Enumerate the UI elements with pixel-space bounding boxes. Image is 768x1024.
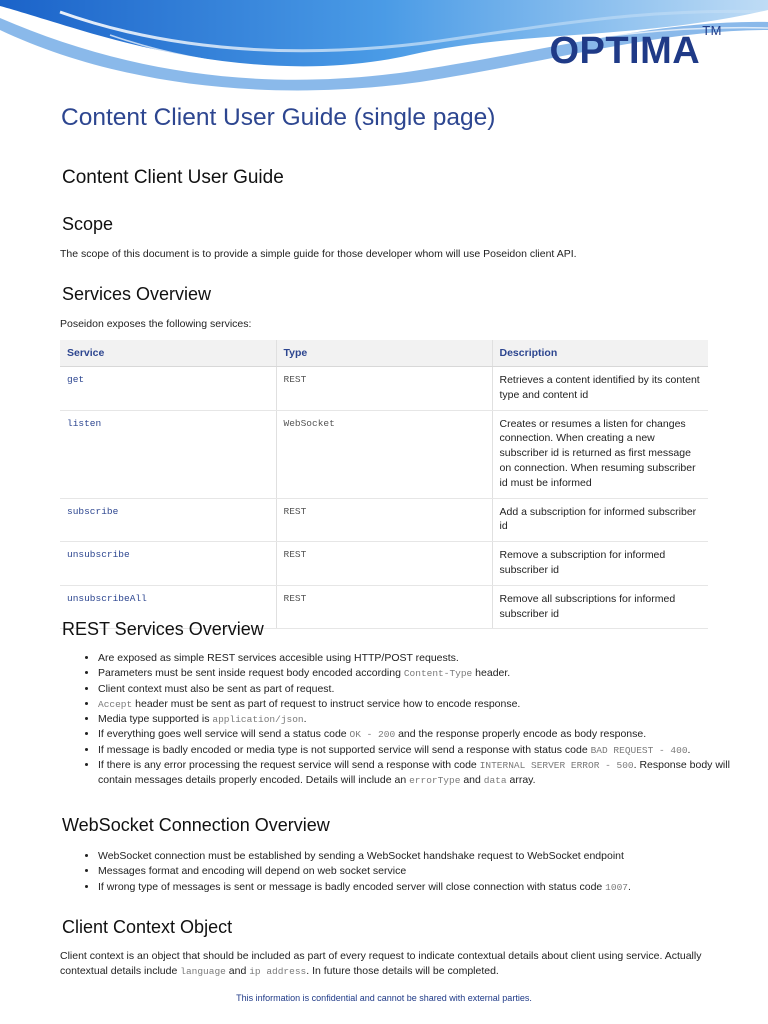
page-title: Content Client User Guide (single page)	[61, 104, 496, 131]
text-run: If wrong type of messages is sent or message is badly encoded server will close connection with status code	[98, 880, 606, 893]
inline-code: BAD REQUEST - 400	[590, 744, 688, 756]
text-run: If there is any error processing the request service will send a response with code	[98, 759, 480, 772]
table-row	[60, 367, 708, 411]
guide-title: Content Client User Guide	[62, 167, 284, 188]
service-description: Remove all subscriptions for informed subscriber id	[492, 585, 708, 629]
column-header: Service	[60, 340, 276, 367]
websocket-overview-heading: WebSocket Connection Overview	[62, 815, 330, 835]
list-item	[98, 743, 748, 758]
column-header: Description	[492, 340, 708, 367]
service-type: REST	[276, 498, 492, 542]
text-run: . In future those details will be completed.	[306, 965, 499, 977]
websocket-overview-list	[60, 849, 748, 895]
list-item	[98, 697, 748, 712]
service-type: REST	[276, 367, 492, 411]
text-run: Client context must also be sent as part of request.	[98, 682, 335, 695]
service-type: REST	[276, 585, 492, 629]
text-run: . Response body will contain messages details properly encoded. Details will include an	[98, 759, 730, 787]
text-run: .	[687, 743, 691, 756]
column-header: Type	[276, 340, 492, 367]
scope-heading: Scope	[62, 214, 114, 234]
inline-code: Accept	[98, 698, 133, 710]
services-overview-heading: Services Overview	[62, 284, 212, 304]
table-header-row	[60, 340, 708, 367]
list-item	[98, 758, 748, 789]
brand-logo	[549, 23, 722, 73]
list-item	[98, 682, 748, 697]
rest-overview-list	[60, 651, 748, 789]
service-type: WebSocket	[276, 410, 492, 498]
inline-code: application/json	[212, 714, 304, 726]
list-item	[98, 651, 748, 666]
text-run: and the response properly encode as body response.	[395, 728, 647, 741]
text-run: Messages format and encoding will depend on web socket service	[98, 865, 407, 878]
inline-code: INTERNAL SERVER ERROR - 500	[479, 760, 634, 772]
service-description: Remove a subscription for informed subscriber id	[492, 542, 708, 586]
header-banner	[0, 0, 768, 95]
client-context-heading: Client Context Object	[62, 917, 233, 937]
service-description: Add a subscription for informed subscriber id	[492, 498, 708, 542]
text-run: Are exposed as simple REST services accesible using HTTP/POST requests.	[98, 652, 459, 664]
text-run: If everything goes well service will send a status code	[98, 728, 350, 741]
services-table	[60, 340, 708, 629]
service-description: Retrieves a content identified by its content type and content id	[492, 367, 708, 411]
text-run: .	[627, 880, 631, 893]
scope-text: The scope of this document is to provide a simple guide for those developer whom will use Poseidon client API.	[60, 248, 577, 260]
service-name: unsubscribeAll	[60, 585, 276, 629]
service-name: unsubscribe	[60, 542, 276, 586]
rest-overview-heading: REST Services Overview	[62, 619, 264, 639]
client-context-text	[60, 949, 710, 979]
text-run: and	[225, 965, 250, 977]
text-run: Parameters must be sent inside request body encoded according	[98, 667, 404, 680]
text-run: array.	[506, 774, 536, 787]
confidentiality-footer: This information is confidential and cannot be shared with external parties.	[236, 993, 532, 1003]
inline-code: language	[180, 966, 226, 977]
table-row	[60, 498, 708, 542]
table-row	[60, 410, 708, 498]
text-run: and	[460, 774, 484, 787]
table-row	[60, 542, 708, 586]
text-run: header.	[472, 667, 511, 680]
list-item	[98, 712, 748, 727]
inline-code: ip address	[249, 966, 307, 977]
list-item	[98, 864, 748, 879]
inline-code: data	[483, 775, 507, 787]
service-name: listen	[60, 410, 276, 498]
list-item	[98, 727, 748, 742]
text-run: Media type supported is	[98, 713, 213, 726]
text-run: Client context is an object that should be included as part of every request to indicate contextual details about client using service. Actually contextual details include	[60, 950, 702, 977]
list-item	[98, 849, 748, 864]
inline-code: errorType	[409, 775, 461, 787]
service-name: get	[60, 367, 276, 411]
inline-code: 1007	[605, 881, 628, 893]
text-run: If message is badly encoded or media type is not supported service will send a response with status code	[98, 743, 591, 756]
text-run: header must be sent as part of request to instruct service how to encode response.	[132, 697, 521, 710]
service-description: Creates or resumes a listen for changes connection. When creating a new subscriber id is returned as first message on connection. When resuming subscriber id must be informed	[492, 410, 708, 498]
services-intro: Poseidon exposes the following services:	[60, 318, 252, 330]
service-type: REST	[276, 542, 492, 586]
list-item	[98, 666, 748, 681]
trademark-mark: TM	[702, 23, 722, 39]
brand-name: OPTIMA	[549, 30, 701, 72]
inline-code: Content-Type	[403, 668, 473, 680]
text-run: WebSocket connection must be established by sending a WebSocket handshake request to WebSocket endpoint	[98, 850, 624, 862]
list-item	[98, 880, 748, 895]
text-run: .	[303, 713, 307, 726]
inline-code: OK - 200	[349, 729, 396, 741]
service-name: subscribe	[60, 498, 276, 542]
